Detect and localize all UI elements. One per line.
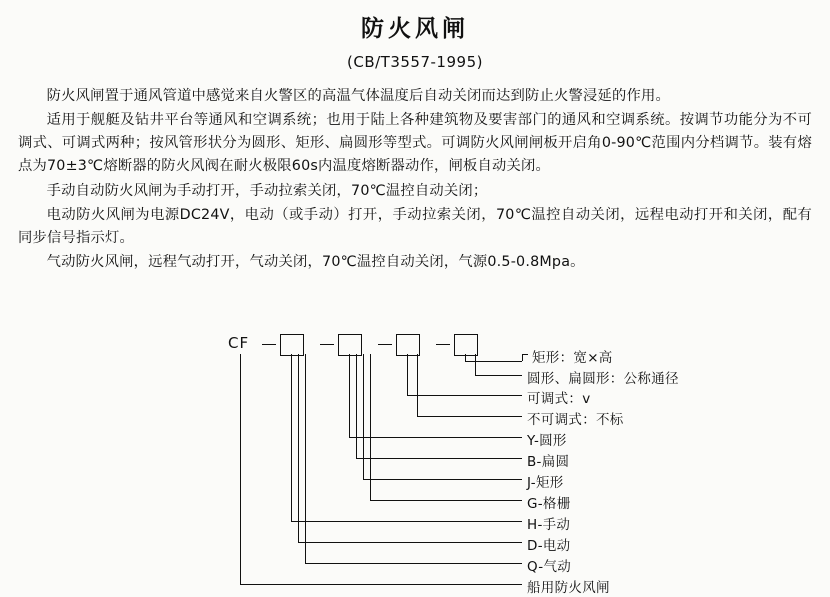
leader-h-rect — [465, 361, 522, 362]
legend-q: Q-气动 — [527, 559, 572, 575]
leader-h-main — [240, 584, 522, 585]
legend-nonadjustable: 不可调式：不标 — [527, 412, 624, 428]
legend-adjustable: 可调式：v — [527, 391, 591, 407]
leader-h-rect-tip — [522, 354, 528, 355]
document-body — [18, 85, 812, 274]
legend-g: G-格栅 — [527, 496, 571, 512]
leader-h-d — [298, 542, 522, 543]
leader-v-nonadjustable — [417, 354, 418, 416]
leader-v-y — [349, 354, 350, 437]
leader-h-q — [305, 563, 522, 564]
paragraph-4: 电动防火风闸为电源DC24V，电动（或手动）打开，手动拉索关闭，70℃温控自动关闭，远程电动打开和关闭，配有同步信号指示灯。 — [18, 206, 812, 246]
paragraph-2: 适用于舰艇及钻井平台等通风和空调系统；也用于陆上各种建筑物及要害部门的通风和空调系统。按调节功能分为不可调式、可调式两种；按风管形状分为圆形、矩形、扁圆形等型式。可调防火风闸闸板开启角0-90℃范围内分档调节。装有熔点为70±3℃熔断器的防火风阀在耐火极限60s内温度熔断器动作，闸板自动关闭。 — [18, 112, 812, 175]
leader-v-adjustable — [407, 354, 408, 395]
page-title: 防火风闸 — [361, 16, 469, 42]
leader-v-q — [305, 354, 306, 563]
leader-h-round — [475, 375, 522, 376]
legend-round: 圆形、扁圆形：公称通径 — [527, 371, 679, 387]
code-box-1 — [280, 334, 304, 356]
legend-j: J-矩形 — [527, 475, 564, 491]
paragraph-1: 防火风闸置于通风管道中感觉来自火警区的高温气体温度后自动关闭而达到防止火警浸延的作用。 — [46, 88, 670, 104]
leader-v-round — [475, 354, 476, 375]
leader-v-main — [240, 354, 241, 584]
code-dash-3 — [378, 344, 392, 345]
leader-v-j — [363, 354, 364, 479]
legend-rect: 矩形：宽×高 — [532, 350, 613, 366]
legend-main: 船用防火风闸 — [527, 580, 610, 596]
leader-v-rect-up — [522, 354, 523, 361]
legend-h: H-手动 — [527, 517, 571, 533]
leader-h-y — [349, 437, 522, 438]
paragraph-3: 手动自动防火风闸为手动打开，手动拉索关闭，70℃温控自动关闭； — [46, 182, 488, 199]
leader-v-h — [291, 354, 292, 521]
code-box-2 — [338, 334, 362, 356]
leader-v-rect — [465, 354, 466, 361]
legend-b: B-扁圆 — [527, 454, 570, 470]
leader-h-j — [363, 479, 522, 480]
paragraph-5: 气动防火风闸，远程气动打开，气动关闭，70℃温控自动关闭，气源0.5-0.8Mpa。 — [46, 254, 585, 271]
code-dash-1 — [262, 344, 276, 345]
document-page — [0, 10, 830, 597]
leader-h-adjustable — [407, 395, 522, 396]
legend-y: Y-圆形 — [527, 433, 567, 449]
leader-h-b — [356, 458, 522, 459]
code-box-4 — [454, 334, 478, 356]
leader-v-d — [298, 354, 299, 542]
leader-v-g — [370, 354, 371, 500]
legend-d: D-电动 — [527, 538, 571, 554]
code-prefix-label: CF — [228, 334, 250, 352]
leader-v-b — [356, 354, 357, 458]
leader-h-g — [370, 500, 522, 501]
leader-h-nonadjustable — [417, 416, 522, 417]
standard-number: (CB/T3557-1995) — [347, 53, 483, 71]
code-box-3 — [396, 334, 420, 356]
leader-h-h — [291, 521, 522, 522]
code-dash-2 — [320, 344, 334, 345]
code-dash-4 — [436, 344, 450, 345]
